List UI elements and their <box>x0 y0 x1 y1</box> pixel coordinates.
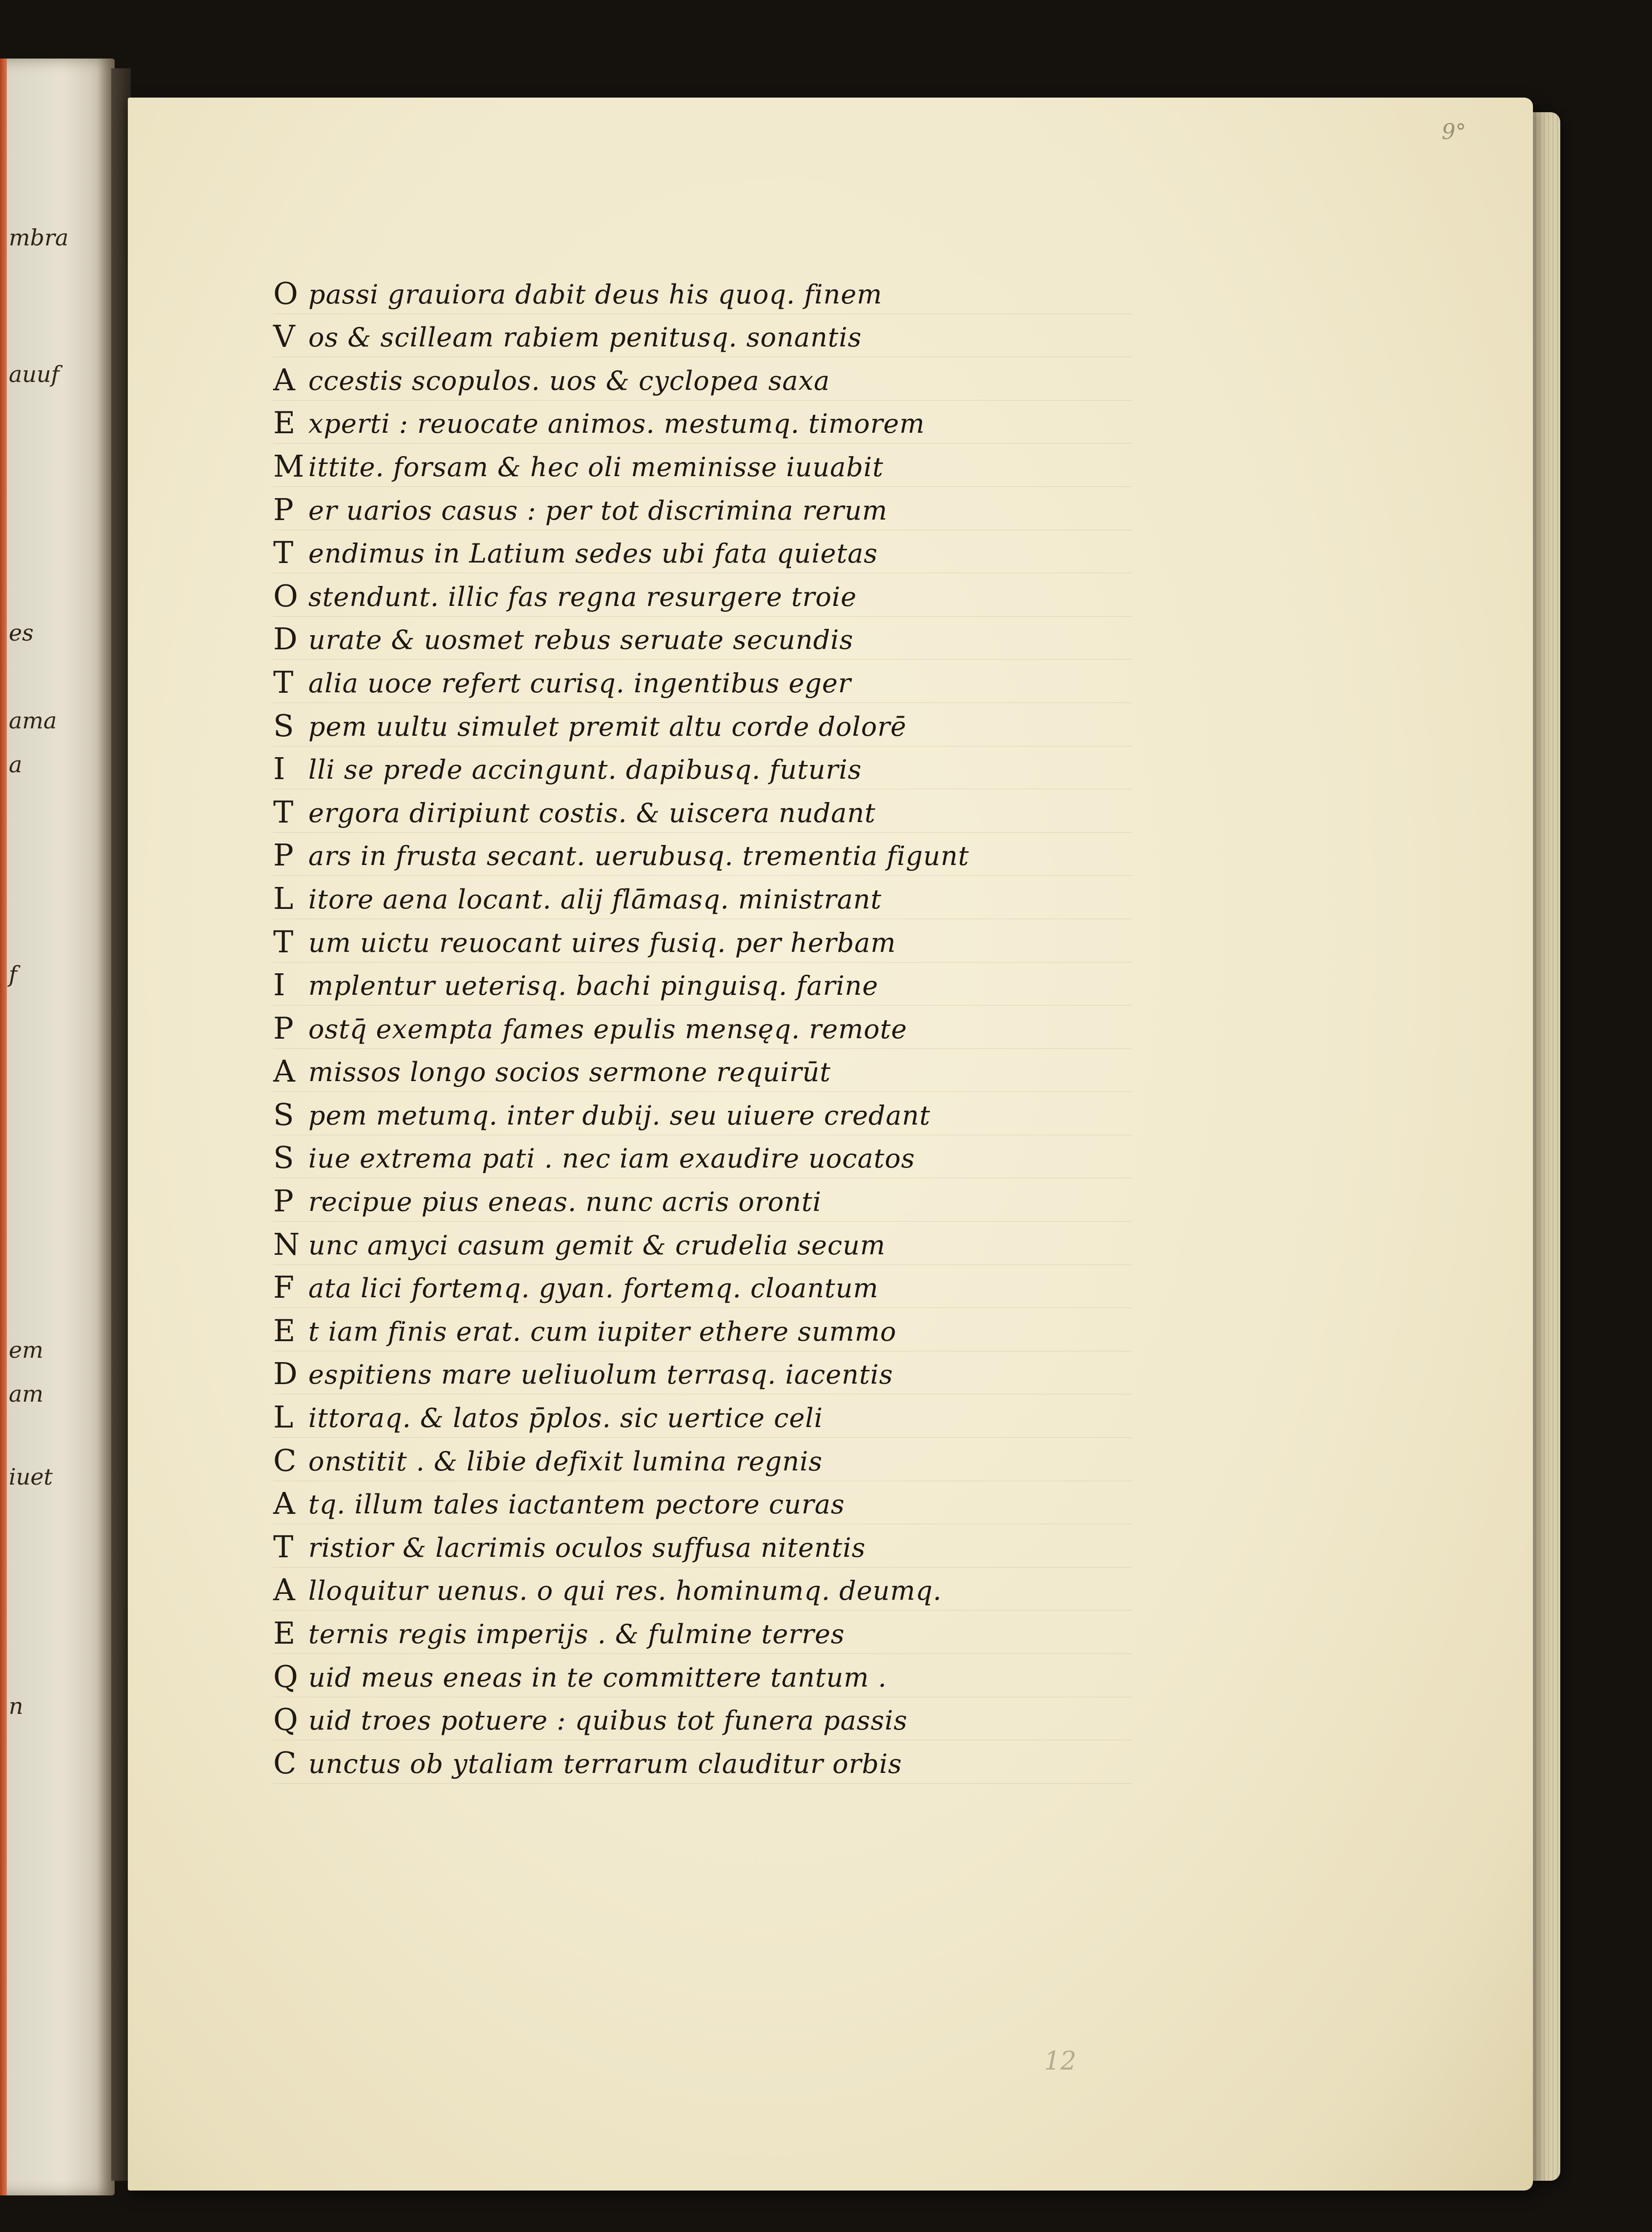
verse-initial: I <box>273 751 285 787</box>
verse-text: mplentur ueterisq. bachi pinguisq. farine <box>308 970 879 1002</box>
verse-initial: N <box>273 1226 300 1262</box>
verse-initial: F <box>273 1269 295 1306</box>
verse-initial: Q <box>273 1658 298 1694</box>
verse-text: ata lici fortemq. gyan. fortemq. cloantum <box>308 1273 879 1304</box>
verse-line <box>273 789 1132 833</box>
left-page-fragment: iuet <box>9 1464 53 1490</box>
binding-edge <box>0 59 7 2195</box>
verse-line <box>273 1308 1132 1351</box>
verse-text: ostq̄ exempta fames epulis mensęq. remote <box>308 1013 907 1045</box>
verse-text: recipue pius eneas. nunc acris oronti <box>308 1186 822 1218</box>
verse-initial: S <box>273 1140 294 1176</box>
verse-initial: O <box>273 578 298 614</box>
verse-line <box>273 1092 1132 1135</box>
verse-text: endimus in Latium sedes ubi fata quietas <box>308 538 878 569</box>
left-page-fragment: ama <box>9 707 57 734</box>
verse-line <box>273 963 1132 1006</box>
verse-text: uid troes potuere : quibus tot funera passis <box>308 1705 908 1736</box>
verse-line <box>273 1049 1132 1092</box>
verse-text: er uarios casus : per tot discrimina rerum <box>308 495 888 526</box>
verse-text: itore aena locant. alij flāmasq. ministrant <box>308 884 882 915</box>
verse-initial: A <box>273 362 295 398</box>
verse-text: um uictu reuocant uires fusiq. per herbam <box>308 927 896 958</box>
verse-initial: E <box>273 1312 296 1348</box>
verse-initial: S <box>273 707 294 744</box>
verse-initial: P <box>273 1010 294 1046</box>
verse-text: lli se prede accingunt. dapibusq. futuris <box>308 754 862 785</box>
verse-text: stendunt. illic fas regna resurgere troie <box>308 581 857 612</box>
verse-line <box>273 530 1132 574</box>
left-page-fragment: am <box>9 1381 44 1407</box>
verse-line <box>273 1222 1132 1265</box>
verse-initial: O <box>273 275 298 311</box>
verse-text: unc amyci casum gemit & crudelia secum <box>308 1229 886 1261</box>
verse-text: ternis regis imperijs . & fulmine terres <box>308 1619 845 1649</box>
verse-line <box>273 1524 1132 1568</box>
verse-initial: D <box>273 1356 298 1392</box>
verse-initial: P <box>273 491 294 527</box>
left-page-fragment: a <box>9 751 22 778</box>
verse-line <box>273 1438 1132 1481</box>
left-page-fragment: em <box>9 1337 43 1363</box>
verse-initial: E <box>273 1615 296 1651</box>
verse-line <box>273 1740 1132 1784</box>
folio-number: 9° <box>1442 120 1466 144</box>
left-page-fragment: n <box>9 1693 23 1719</box>
verse-text: ristior & lacrimis oculos suffusa nitentis <box>308 1532 866 1563</box>
verse-text: tq. illum tales iactantem pectore curas <box>308 1489 845 1520</box>
verse-line <box>273 314 1132 358</box>
verse-initial: M <box>273 448 304 484</box>
verse-initial: C <box>273 1442 297 1478</box>
verse-initial: L <box>273 1399 294 1435</box>
verse-text: urate & uosmet rebus seruate secundis <box>308 624 854 656</box>
verse-initial: V <box>273 319 295 355</box>
verse-text: pem metumq. inter dubij. seu uiuere credant <box>308 1100 931 1131</box>
verse-text: onstitit . & libie defixit lumina regnis <box>308 1446 823 1477</box>
verse-line <box>273 1351 1132 1395</box>
verse-initial: C <box>273 1745 297 1781</box>
verse-text: xperti : reuocate animos. mestumq. timorem <box>308 408 925 440</box>
verse-text: uid meus eneas in te committere tantum . <box>308 1662 887 1693</box>
page-stack-edge <box>1532 112 1560 2181</box>
left-page-fragment: f <box>9 961 18 987</box>
verse-line <box>273 443 1132 487</box>
verse-line <box>273 1265 1132 1308</box>
verse-line <box>273 357 1132 401</box>
verse-line <box>273 401 1132 444</box>
verse-line <box>273 1610 1132 1654</box>
verse-line <box>273 1135 1132 1179</box>
verse-initial: E <box>273 405 296 441</box>
verse-line <box>273 1697 1132 1741</box>
verse-initial: A <box>273 1572 295 1608</box>
verse-initial: I <box>273 967 285 1003</box>
verse-text: lloquitur uenus. o qui res. hominumq. deumq. <box>308 1575 942 1607</box>
verse-initial: D <box>273 621 298 657</box>
verse-text: unctus ob ytaliam terrarum clauditur orbis <box>308 1748 903 1779</box>
left-facing-page <box>0 59 115 2195</box>
verse-line <box>273 271 1132 314</box>
verse-text: missos longo socios sermone requirūt <box>308 1057 831 1088</box>
verse-text-block <box>273 271 1132 1784</box>
verse-text: os & scilleam rabiem penitusq. sonantis <box>308 322 862 353</box>
verse-initial: A <box>273 1486 295 1522</box>
verse-line <box>273 876 1132 919</box>
verse-line <box>273 573 1132 617</box>
verse-initial: P <box>273 1183 294 1219</box>
verse-line <box>273 919 1132 963</box>
verse-line <box>273 1178 1132 1222</box>
verse-line <box>273 660 1132 703</box>
verse-line <box>273 1481 1132 1525</box>
verse-initial: L <box>273 880 294 916</box>
verse-line <box>273 1005 1132 1049</box>
verse-line <box>273 833 1132 876</box>
verse-line <box>273 487 1132 530</box>
verse-initial: T <box>273 1528 294 1565</box>
verse-line <box>273 1654 1132 1697</box>
verse-text: pem uultu simulet premit altu corde dolorē <box>308 711 907 742</box>
verse-initial: T <box>273 924 294 960</box>
verse-line <box>273 1394 1132 1438</box>
verse-text: passi grauiora dabit deus his quoq. finem <box>308 279 883 310</box>
quire-mark: 12 <box>1044 2047 1077 2076</box>
verse-text: espitiens mare ueliuolum terrasq. iacentis <box>308 1359 893 1390</box>
verse-initial: P <box>273 837 294 873</box>
left-page-fragment: auuf <box>9 361 60 387</box>
verse-initial: T <box>273 794 294 830</box>
verse-text: t iam finis erat. cum iupiter ethere summo <box>308 1316 897 1347</box>
verse-text: ccestis scopulos. uos & cyclopea saxa <box>308 365 830 396</box>
verse-line <box>273 1568 1132 1611</box>
verse-initial: T <box>273 664 294 700</box>
verse-text: alia uoce refert curisq. ingentibus eger <box>308 667 851 699</box>
verse-initial: Q <box>273 1702 298 1738</box>
left-page-fragment: es <box>9 620 34 646</box>
verse-line <box>273 617 1132 660</box>
verse-text: ergora diripiunt costis. & uiscera nudant <box>308 797 876 828</box>
verse-initial: A <box>273 1053 295 1089</box>
verse-initial: T <box>273 535 294 571</box>
verse-text: ittite. forsam & hec oli meminisse iuuabit <box>308 451 884 483</box>
verse-text: iue extrema pati . nec iam exaudire uocatos <box>308 1143 915 1174</box>
verse-text: ittoraq. & latos p̄plos. sic uertice celi <box>308 1403 823 1434</box>
left-page-fragment: mbra <box>9 224 69 251</box>
verse-initial: S <box>273 1096 294 1132</box>
verse-text: ars in frusta secant. uerubusq. trementia figunt <box>308 841 969 872</box>
verse-line <box>273 703 1132 746</box>
verse-line <box>273 746 1132 790</box>
